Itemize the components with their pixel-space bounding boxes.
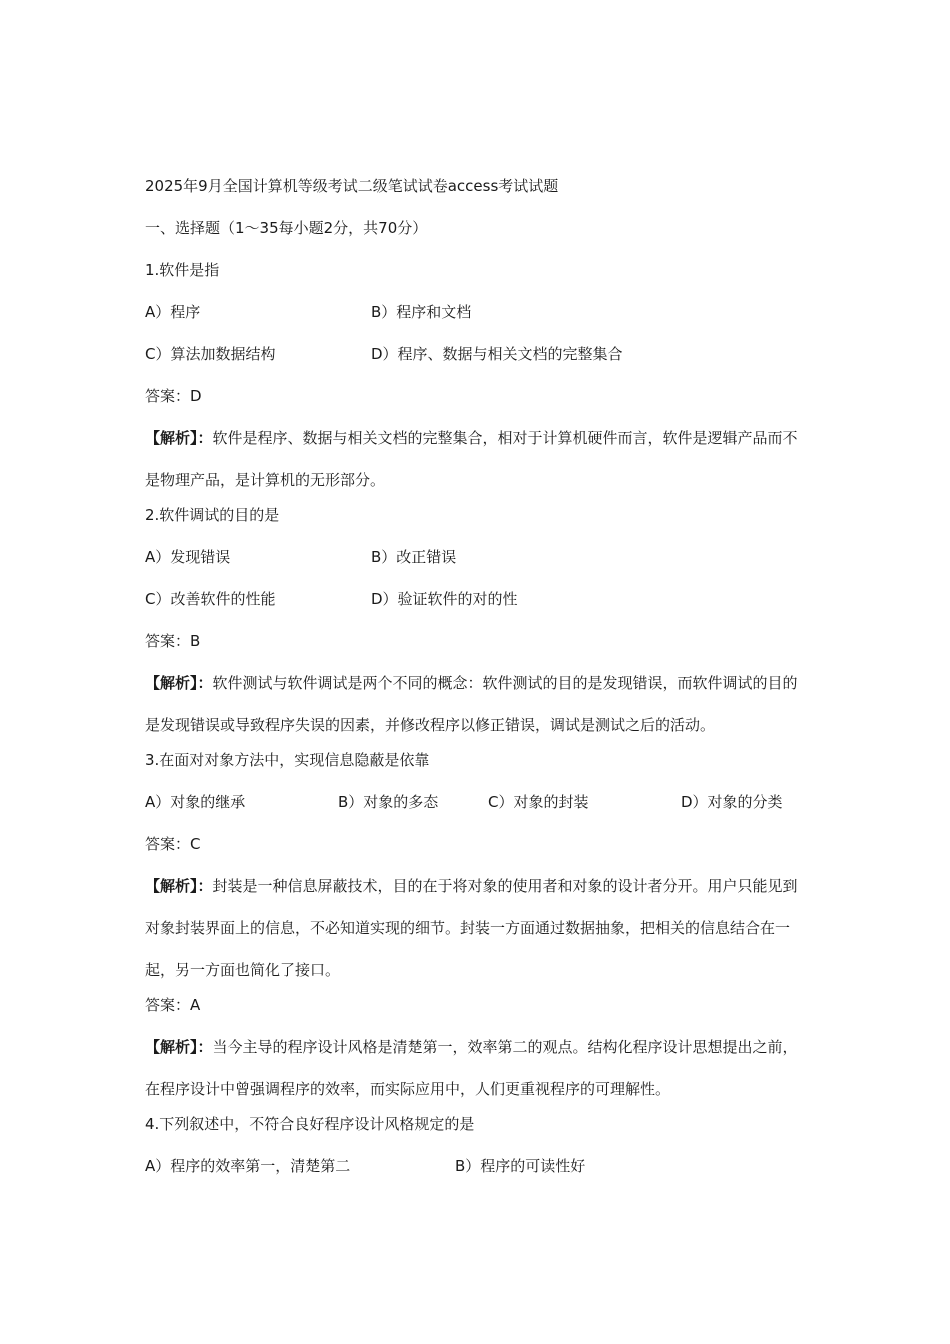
question-3-options-row [145, 792, 810, 813]
question-1-options-row-1 [145, 302, 810, 323]
answer-3: 答案：C [145, 835, 201, 853]
option-b: B）程序和文档 [371, 303, 472, 321]
analysis-text: 当今主导的程序设计风格是清楚第一，效率第二的观点。结构化程序设计思想提出之前，在程序设计中曾强调程序的效率，而实际应用中，人们更重视程序的可理解性。 [145, 1038, 798, 1098]
analysis-2 [145, 662, 810, 746]
document-page [145, 176, 810, 1177]
option-d: D）对象的分类 [681, 793, 783, 811]
option-d: D）程序、数据与相关文档的完整集合 [371, 345, 623, 363]
question-1-options-row-2 [145, 344, 810, 365]
option-c: C）对象的封装 [488, 793, 589, 811]
option-d: D）验证软件的对的性 [371, 590, 518, 608]
analysis-text: 封装是一种信息屏蔽技术，目的在于将对象的使用者和对象的设计者分开。用户只能见到对象封装界面上的信息，不必知道实现的细节。封装一方面通过数据抽象，把相关的信息结合在一起，另一方面也简化了接口。 [145, 877, 798, 979]
question-1: 1.软件是指 [145, 261, 220, 279]
option-a: A）对象的继承 [145, 793, 246, 811]
option-a: A）发现错误 [145, 548, 231, 566]
answer-2: 答案：B [145, 632, 201, 650]
question-2: 2.软件调试的目的是 [145, 506, 280, 524]
analysis-label: 【解析】： [145, 877, 213, 895]
option-b: B）程序的可读性好 [455, 1157, 586, 1175]
analysis-3 [145, 865, 810, 991]
analysis-label: 【解析】： [145, 1038, 213, 1056]
analysis-label: 【解析】： [145, 674, 213, 692]
option-c: C）算法加数据结构 [145, 345, 276, 363]
answer-1: 答案：D [145, 387, 202, 405]
option-c: C）改善软件的性能 [145, 590, 276, 608]
question-3: 3.在面对对象方法中，实现信息隐蔽是依靠 [145, 751, 430, 769]
document-title: 2025年9月全国计算机等级考试二级笔试试卷access考试试题 [145, 177, 559, 195]
option-b: B）改正错误 [371, 548, 457, 566]
question-4: 4.下列叙述中，不符合良好程序设计风格规定的是 [145, 1115, 475, 1133]
section-heading: 一、选择题（1～35每小题2分，共70分） [145, 219, 428, 237]
analysis-text: 软件是程序、数据与相关文档的完整集合，相对于计算机硬件而言，软件是逻辑产品而不是物理产品，是计算机的无形部分。 [145, 429, 798, 489]
question-2-options-row-2 [145, 589, 810, 610]
question-2-options-row-1 [145, 547, 810, 568]
answer-extra: 答案：A [145, 996, 201, 1014]
option-b: B）对象的多态 [338, 793, 439, 811]
analysis-label: 【解析】： [145, 429, 213, 447]
question-4-options-row [145, 1156, 810, 1177]
option-a: A）程序的效率第一，清楚第二 [145, 1157, 351, 1175]
option-a: A）程序 [145, 303, 201, 321]
analysis-1 [145, 417, 810, 501]
analysis-extra [145, 1026, 810, 1110]
analysis-text: 软件测试与软件调试是两个不同的概念：软件测试的目的是发现错误，而软件调试的目的是发现错误或导致程序失误的因素，并修改程序以修正错误，调试是测试之后的活动。 [145, 674, 798, 734]
